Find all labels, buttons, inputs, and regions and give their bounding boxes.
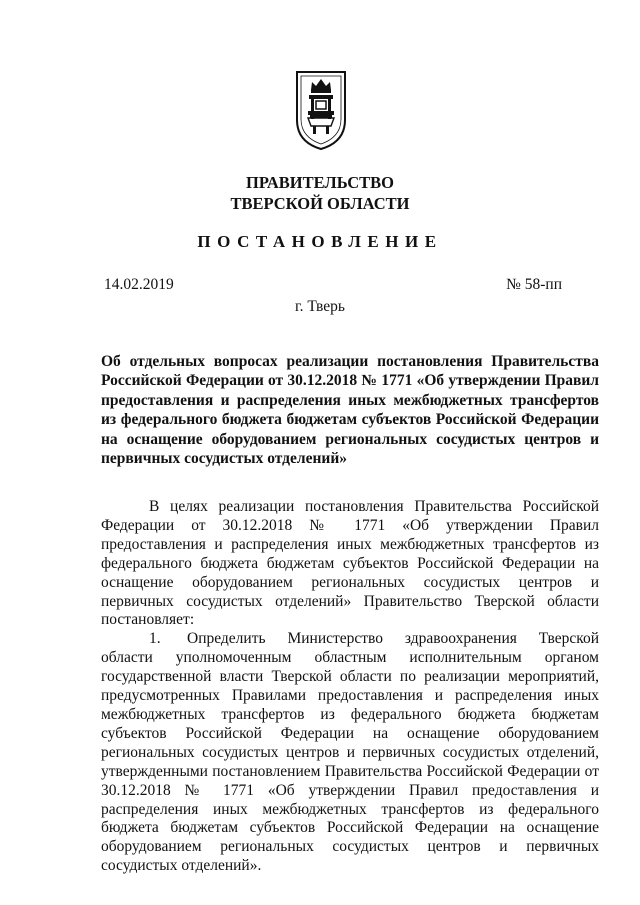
tver-region-coat-of-arms-icon [294, 68, 348, 152]
document-city: г. Тверь [295, 298, 345, 315]
document-body [101, 498, 599, 876]
document-title: Об отдельных вопросах реализации постановления Правительства Российской Федерации от 30.12.2018 № 1771 «Об утверждении Правил предоставления и распределения иных межбюджетных трансфертов из федерального бюджета бюджетам субъектов Российской Федерации на оснащение оборудованием региональных сосудистых центров и первичных сосудистых отделений» [101, 353, 599, 468]
document-type-heading: ПОСТАНОВЛЕНИЕ [197, 232, 443, 251]
item-1-number: 1. [149, 630, 161, 648]
document-date: 14.02.2019 [104, 276, 174, 293]
item-1-paragraph [101, 630, 599, 876]
document-number: № 58-пп [506, 276, 562, 293]
preamble-paragraph: В целях реализации постановления Правительства Российской Федерации от 30.12.2018 № 1771 «Об утверждении Правил предоставления и распределения иных межбюджетных трансфертов из федерального бюджета бюджетам субъектов Российской Федерации на оснащение оборудованием региональных сосудистых центров и первичных сосудистых отделений» Правительство Тверской области постановляет: [101, 498, 599, 629]
org-name-line1: ПРАВИТЕЛЬСТВО [246, 173, 394, 192]
item-1-text: Определить Министерство здравоохранения Тверской области уполномоченным областным исполнительным органом государственной власти Тверской области по реализации мероприятий, предусмотренных Правилами предоставления и распределения иных межбюджетных трансфертов из федерального бюджета бюджетам субъектов Российской Федерации на оснащение оборудованием региональных сосудистых центров и первичных сосудистых отделений, утвержденными постановлением Правительства Российской Федерации от 30.12.2018 № 1771 «Об утверждении Правил предоставления и распределения иных межбюджетных трансфертов из федерального бюджета бюджетам субъектов Российской Федерации на оснащение оборудованием региональных сосудистых центров и первичных сосудистых отделений». [101, 630, 599, 875]
org-name-line2: ТВЕРСКОЙ ОБЛАСТИ [230, 194, 410, 213]
